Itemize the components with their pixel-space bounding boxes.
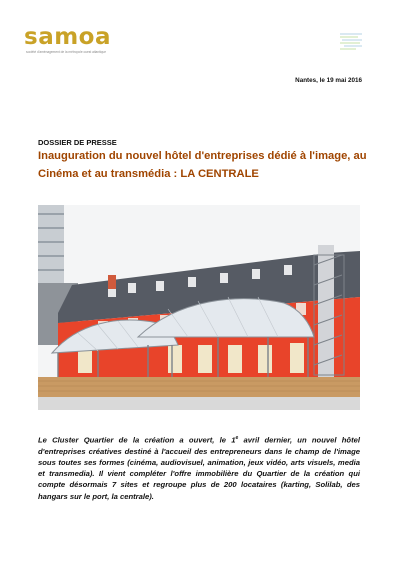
samoa-logo	[24, 24, 134, 58]
body-paragraph	[38, 433, 360, 502]
building-photo	[38, 205, 360, 410]
body-text-start: Le Cluster Quartier de la création a ouvert, le 1	[38, 435, 236, 445]
dateline: Nantes, le 19 mai 2016	[295, 77, 362, 84]
decorative-lines-icon	[338, 32, 364, 52]
logo-wordmark: samoa	[24, 24, 111, 50]
logo-tagline: société d'aménagement de la métropole ouest atlantique	[26, 50, 106, 54]
ordinal-suffix: e	[235, 435, 239, 441]
press-kit-label: DOSSIER DE PRESSE	[38, 138, 117, 147]
page-title: Inauguration du nouvel hôtel d'entreprises dédié à l'image, au Cinéma et au transmédia : LA CENTRALE	[38, 150, 367, 180]
body-text-rest: avril dernier, un nouvel hôtel d'entreprises créatives destiné à l'accueil des entrepreneurs dans le champ de l'image sous toutes ses formes (cinéma, audiovisuel, animation, jeux vidéo, arts visuels, media et transmedia). Il vient compléter l'offre immobilière du Quartier de la création qui compte désormais 7 sites et regroupe plus de 200 locataires (karting, Solilab, des hangars sur le port, la centrale).	[38, 435, 360, 501]
